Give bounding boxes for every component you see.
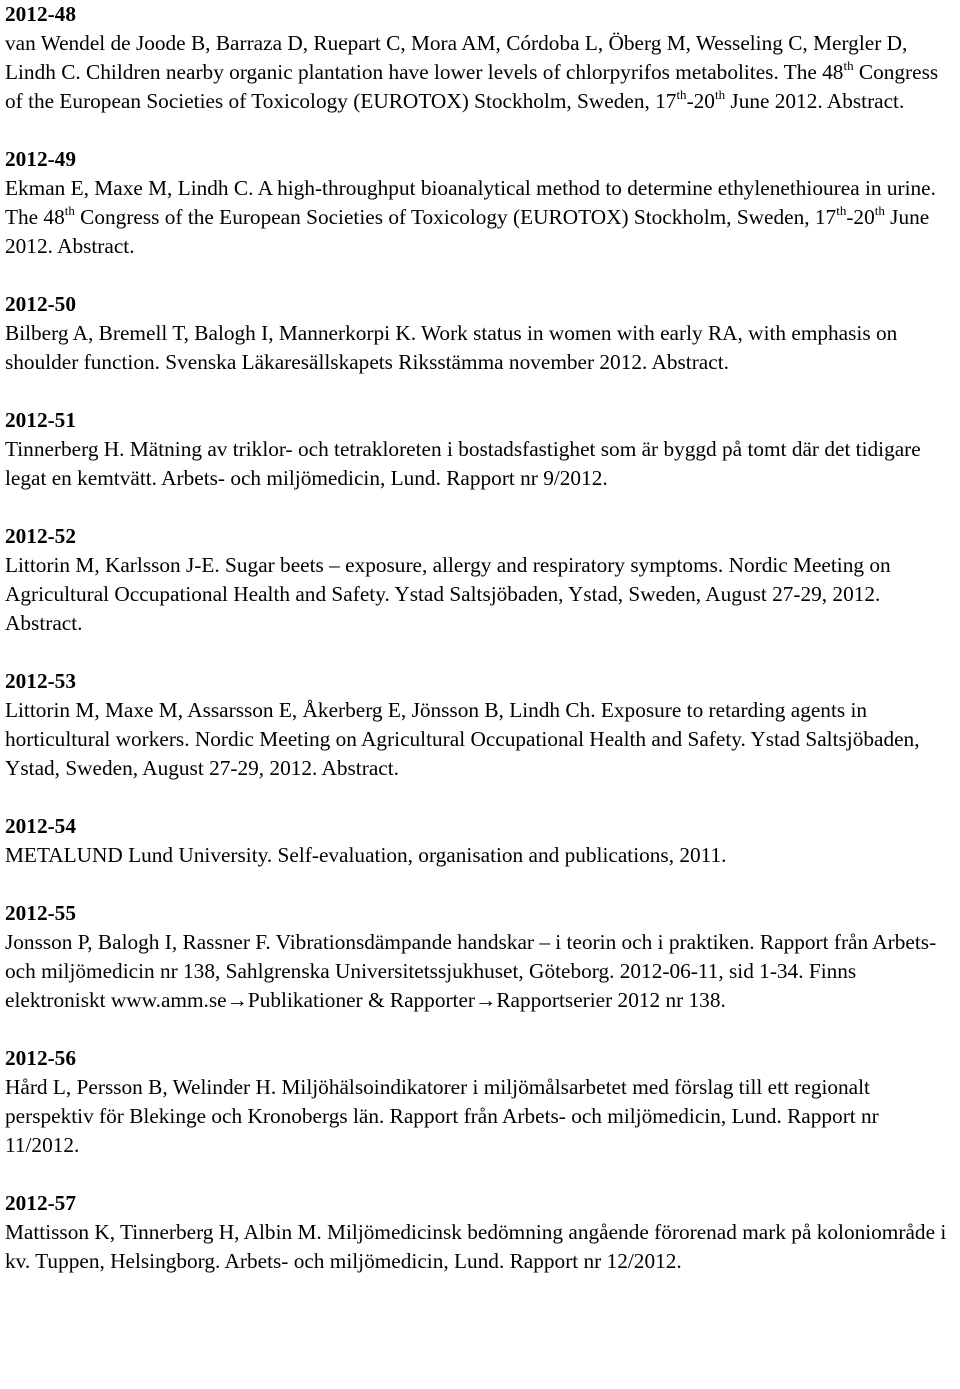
- publication-entry: [5, 812, 955, 870]
- publication-entry: [5, 1044, 955, 1160]
- publication-entry: [5, 290, 955, 377]
- entry-id: 2012-52: [5, 524, 76, 548]
- entry-citation: Hård L, Persson B, Welinder H. Miljöhälsoindikatorer i miljömålsarbetet med förslag till ett regionalt perspektiv för Blekinge och Kronobergs län. Rapport från Arbets- och miljömedicin, Lund. Rapport nr 11/2012.: [5, 1075, 879, 1157]
- entry-id: 2012-55: [5, 901, 76, 925]
- entry-citation: Mattisson K, Tinnerberg H, Albin M. Miljömedicinsk bedömning angående förorenad mark på koloniområde i kv. Tuppen, Helsingborg. Arbets- och miljömedicin, Lund. Rapport nr 12/2012.: [5, 1220, 947, 1273]
- entry-citation: Jonsson P, Balogh I, Rassner F. Vibrationsdämpande handskar – i teorin och i praktiken. Rapport från Arbets- och miljömedicin nr 138, Sahlgrenska Universitetssjukhuset, Göteborg. 2012-06-11, sid 1-34. Finns elektroniskt www.amm.se→Publikationer & Rapporter→Rapportserier 2012 nr 138.: [5, 930, 937, 1012]
- entry-id: 2012-48: [5, 2, 76, 26]
- entry-citation: van Wendel de Joode B, Barraza D, Ruepart C, Mora AM, Córdoba L, Öberg M, Wesseling C, Mergler D, Lindh C. Children nearby organic plantation have lower levels of chlorpyrifos metabolites. The 48th Congress of the European Societies of Toxicology (EUROTOX) Stockholm, Sweden, 17th-20th June 2012. Abstract.: [5, 31, 939, 113]
- entry-citation: Littorin M, Karlsson J-E. Sugar beets – exposure, allergy and respiratory symptoms. Nordic Meeting on Agricultural Occupational Health and Safety. Ystad Saltsjöbaden, Ystad, Sweden, August 27-29, 2012. Abstract.: [5, 553, 891, 635]
- entry-id: 2012-54: [5, 814, 76, 838]
- publication-entry: [5, 667, 955, 783]
- publication-entry: [5, 899, 955, 1015]
- publication-entry: [5, 0, 955, 116]
- entry-id: 2012-50: [5, 292, 76, 316]
- entry-id: 2012-53: [5, 669, 76, 693]
- publication-entry: [5, 406, 955, 493]
- entry-id: 2012-49: [5, 147, 76, 171]
- publication-entry: [5, 145, 955, 261]
- entry-id: 2012-56: [5, 1046, 76, 1070]
- entry-id: 2012-51: [5, 408, 76, 432]
- entry-id: 2012-57: [5, 1191, 76, 1215]
- publication-entry: [5, 522, 955, 638]
- entry-citation: Littorin M, Maxe M, Assarsson E, Åkerberg E, Jönsson B, Lindh Ch. Exposure to retarding agents in horticultural workers. Nordic Meeting on Agricultural Occupational Health and Safety. Ystad Saltsjöbaden, Ystad, Sweden, August 27-29, 2012. Abstract.: [5, 698, 920, 780]
- entry-citation: Tinnerberg H. Mätning av triklor- och tetrakloreten i bostadsfastighet som är byggd på tomt där det tidigare legat en kemtvätt. Arbets- och miljömedicin, Lund. Rapport nr 9/2012.: [5, 437, 921, 490]
- publication-list: [5, 0, 955, 1305]
- entry-citation: METALUND Lund University. Self-evaluation, organisation and publications, 2011.: [5, 843, 727, 867]
- entry-citation: Bilberg A, Bremell T, Balogh I, Mannerkorpi K. Work status in women with early RA, with emphasis on shoulder function. Svenska Läkaresällskapets Riksstämma november 2012. Abstract.: [5, 321, 898, 374]
- publication-entry: [5, 1189, 955, 1276]
- entry-citation: Ekman E, Maxe M, Lindh C. A high-throughput bioanalytical method to determine ethylenethiourea in urine. The 48th Congress of the European Societies of Toxicology (EUROTOX) Stockholm, Sweden, 17th-20th June 2012. Abstract.: [5, 176, 936, 258]
